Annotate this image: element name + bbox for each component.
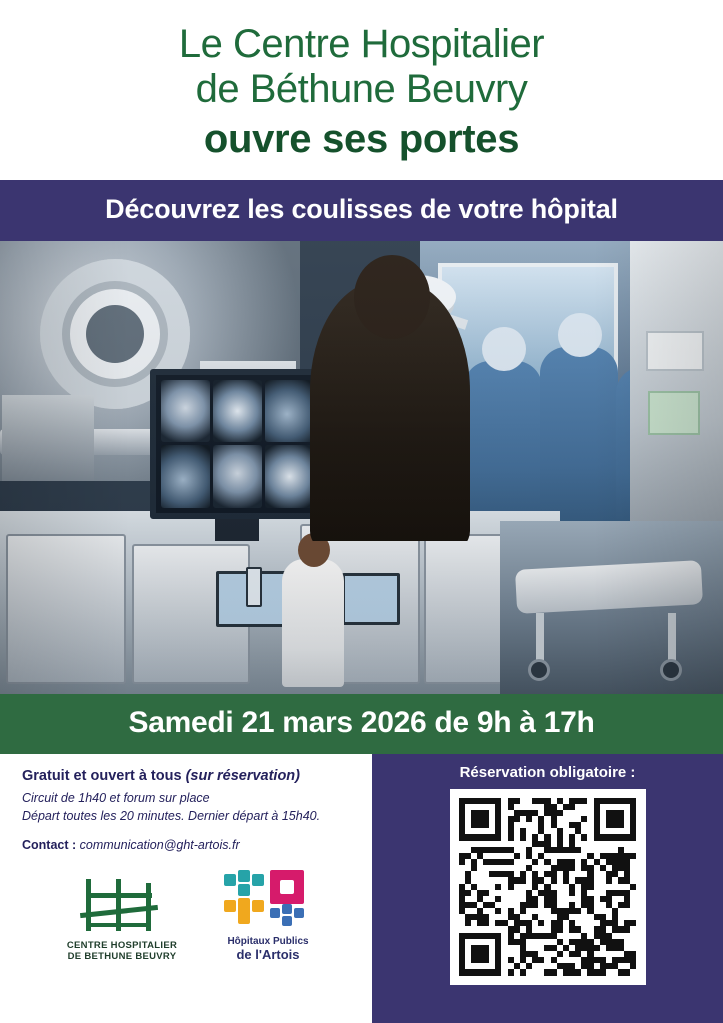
lab-machine-1 [6,534,126,684]
subtitle-text: Découvrez les coulisses de votre hôpital [105,193,618,224]
logo-row [22,870,356,962]
date-band [0,694,723,754]
bottom-section [0,754,723,1023]
info-column [0,754,372,1023]
reservation-column [372,754,723,1023]
brain-scan-1 [161,380,210,443]
brain-scan-2 [213,380,262,443]
cabinet-label [646,331,704,371]
gurney-leg-2 [668,613,676,665]
free-line [22,768,356,784]
title-line-1: Le Centre Hospitalier [178,22,545,66]
qr-code[interactable] [459,798,637,976]
contact-line [22,838,356,852]
subtitle-band [0,180,723,241]
qr-code-frame[interactable] [450,789,646,985]
monitor-stand [215,519,259,541]
gurney-wheel-2 [660,659,682,681]
date-text: Samedi 21 mars 2026 de 9h à 17h [128,705,595,739]
title-line-2: de Béthune Beuvry [195,66,528,111]
logo-hospital [62,879,182,962]
wall-sign [648,391,700,435]
hospital-logo-line-2: DE BETHUNE BEUVRY [67,951,177,963]
brain-scan-5 [213,445,262,508]
mri-cabinet [2,395,94,481]
visitor-silhouette [310,281,470,541]
detail-line-2: Départ toutes les 20 minutes. Dernier départ à 15h40. [22,809,321,824]
photo-visitor [300,241,490,541]
ght-logo-line-2: de l'Artois [236,947,300,963]
lab-screen-3 [246,567,262,607]
lab-technician [282,559,344,687]
title-block [0,0,723,180]
hospital-logo-icon [76,879,168,935]
free-italic-text: (sur réservation) [185,767,300,784]
logo-ght [208,870,328,962]
reservation-title: Réservation obligatoire : [459,763,636,781]
contact-email[interactable]: communication@ght-artois.fr [79,838,240,853]
ght-logo-line-1: Hôpitaux Publics [227,936,309,948]
photo-collage [0,241,723,694]
detail-line-1: Circuit de 1h40 et forum sur place [22,790,210,805]
gurney-leg-1 [536,613,544,665]
gurney-wheel-1 [528,659,550,681]
title-line-3: ouvre ses portes [203,116,520,161]
lab-screen-2 [342,573,400,625]
brain-scan-4 [161,445,210,508]
contact-label: Contact : [22,838,80,853]
ght-logo-icon [224,870,312,932]
photo-gurney [500,521,723,694]
free-main-text: Gratuit et ouvert à tous [22,767,186,784]
imaging-monitor [150,369,325,519]
hospital-logo-line-1: CENTRE HOSPITALIER [66,940,178,952]
gurney-bed [515,560,703,614]
